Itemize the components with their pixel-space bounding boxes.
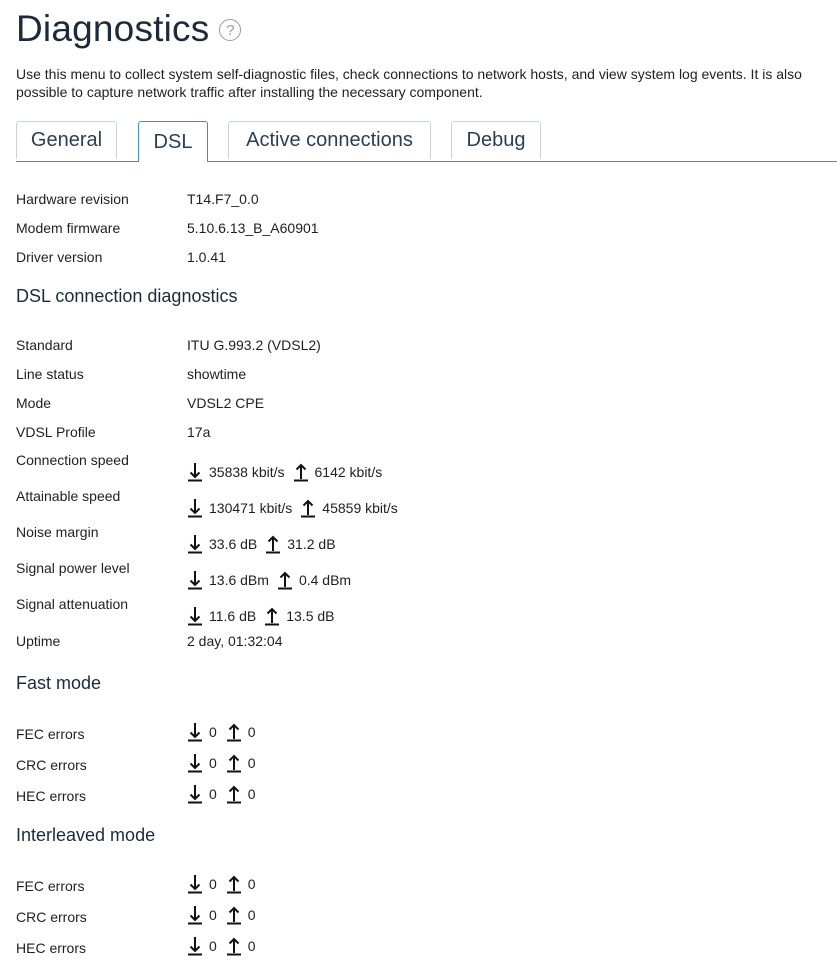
modem-firmware-label: Modem firmware (16, 220, 121, 236)
tab-dsl[interactable]: DSL (138, 121, 208, 162)
fast-fec-up: 0 (247, 724, 256, 740)
arrow-up-from-line-icon (226, 874, 242, 894)
uptime-label: Uptime (16, 633, 61, 649)
arrow-down-to-line-icon (187, 936, 203, 956)
arrow-up-from-line-icon (264, 606, 280, 626)
signal-attenuation-row (16, 596, 335, 624)
hardware-revision-label: Hardware revision (16, 191, 129, 207)
arrow-up-from-line-icon (293, 462, 309, 482)
dsl-section-title: DSL connection diagnostics (16, 286, 238, 306)
vdsl-profile-value: 17a (187, 424, 211, 440)
arrow-up-from-line-icon (226, 722, 242, 742)
help-icon[interactable]: ? (219, 19, 241, 41)
vdsl-profile-row (16, 420, 210, 440)
arrow-down-to-line-icon (187, 498, 203, 518)
attainable-speed-up: 45859 kbit/s (322, 500, 398, 516)
connection-speed-label: Connection speed (16, 452, 129, 468)
arrow-down-to-line-icon (187, 905, 203, 925)
connection-speed-up: 6142 kbit/s (314, 464, 383, 480)
mode-value: VDSL2 CPE (187, 395, 265, 411)
noise-margin-row (16, 524, 336, 552)
arrow-up-from-line-icon (226, 753, 242, 773)
fast-fec-down: 0 (209, 724, 217, 740)
noise-margin-label: Noise margin (16, 524, 99, 540)
interleaved-hec-up: 0 (247, 938, 256, 954)
tab-debug[interactable]: Debug (451, 121, 541, 159)
interleaved-hec-row (16, 930, 256, 954)
noise-margin-down: 33.6 dB (209, 536, 258, 552)
tab-general[interactable]: General (16, 121, 117, 159)
arrow-up-from-line-icon (277, 570, 293, 590)
uptime-row (16, 629, 282, 649)
arrow-down-to-line-icon (187, 462, 203, 482)
noise-margin-up: 31.2 dB (287, 536, 336, 552)
connection-speed-down: 35838 kbit/s (209, 464, 285, 480)
fast-hec-row (16, 778, 256, 802)
driver-version-value: 1.0.41 (187, 249, 226, 265)
vdsl-profile-label: VDSL Profile (16, 424, 96, 440)
arrow-up-from-line-icon (226, 784, 242, 804)
fast-fec-label: FEC errors (16, 726, 85, 742)
uptime-value: 2 day, 01:32:04 (187, 633, 283, 649)
interleaved-hec-down: 0 (209, 938, 217, 954)
modem-firmware-value: 5.10.6.13_B_A60901 (187, 220, 319, 236)
interleaved-hec-label: HEC errors (16, 940, 87, 956)
interleaved-mode-title: Interleaved mode (16, 825, 156, 845)
interleaved-crc-row (16, 899, 256, 923)
fast-crc-row (16, 747, 256, 771)
arrow-down-to-line-icon (187, 570, 203, 590)
tab-active-connections[interactable]: Active connections (228, 121, 431, 159)
arrow-up-from-line-icon (226, 905, 242, 925)
interleaved-crc-label: CRC errors (16, 909, 87, 925)
signal-attenuation-up: 13.5 dB (286, 608, 335, 624)
tab-bar (16, 121, 837, 162)
line-status-row (16, 362, 246, 382)
arrow-down-to-line-icon (187, 722, 203, 742)
page-title: Diagnostics (16, 8, 210, 49)
signal-attenuation-down: 11.6 dB (209, 608, 257, 624)
arrow-down-to-line-icon (187, 534, 203, 554)
interleaved-crc-up: 0 (247, 907, 256, 923)
mode-row (16, 391, 264, 411)
interleaved-fec-up: 0 (247, 876, 256, 892)
signal-power-level-row (16, 560, 352, 588)
arrow-down-to-line-icon (187, 784, 203, 804)
line-status-value: showtime (187, 366, 247, 382)
standard-row (16, 333, 321, 353)
fast-hec-up: 0 (247, 786, 256, 802)
arrow-up-from-line-icon (300, 498, 316, 518)
driver-version-label: Driver version (16, 249, 103, 265)
connection-speed-row (16, 452, 383, 480)
fast-hec-down: 0 (209, 786, 217, 802)
signal-power-level-up: 0.4 dBm (298, 572, 352, 588)
modem-firmware-row (16, 216, 319, 236)
fast-mode-title: Fast mode (16, 673, 102, 693)
standard-value: ITU G.993.2 (VDSL2) (187, 337, 321, 353)
standard-label: Standard (16, 337, 73, 353)
interleaved-crc-down: 0 (209, 907, 217, 923)
fast-hec-label: HEC errors (16, 788, 87, 804)
signal-power-level-down: 13.6 dBm (209, 572, 269, 588)
arrow-down-to-line-icon (187, 606, 203, 626)
attainable-speed-row (16, 488, 398, 516)
line-status-label: Line status (16, 366, 84, 382)
attainable-speed-down: 130471 kbit/s (209, 500, 293, 516)
arrow-down-to-line-icon (187, 753, 203, 773)
arrow-up-from-line-icon (265, 534, 281, 554)
arrow-up-from-line-icon (226, 936, 242, 956)
page-description: Use this menu to collect system self-diagnostic files, check connections to network hosts, and view system log events. It is also possible to capture network traffic after installing the necessary component. (16, 66, 802, 100)
mode-label: Mode (16, 395, 52, 411)
hardware-revision-value: T14.F7_0.0 (187, 191, 259, 207)
driver-version-row (16, 245, 226, 265)
interleaved-fec-label: FEC errors (16, 878, 85, 894)
fast-crc-label: CRC errors (16, 757, 87, 773)
hardware-revision-row (16, 187, 259, 207)
signal-attenuation-label: Signal attenuation (16, 596, 129, 612)
fast-crc-down: 0 (209, 755, 217, 771)
fast-crc-up: 0 (247, 755, 256, 771)
signal-power-level-label: Signal power level (16, 560, 130, 576)
fast-fec-row (16, 716, 256, 740)
attainable-speed-label: Attainable speed (16, 488, 121, 504)
interleaved-fec-down: 0 (209, 876, 217, 892)
title-row (16, 8, 241, 50)
arrow-down-to-line-icon (187, 874, 203, 894)
interleaved-fec-row (16, 868, 256, 892)
